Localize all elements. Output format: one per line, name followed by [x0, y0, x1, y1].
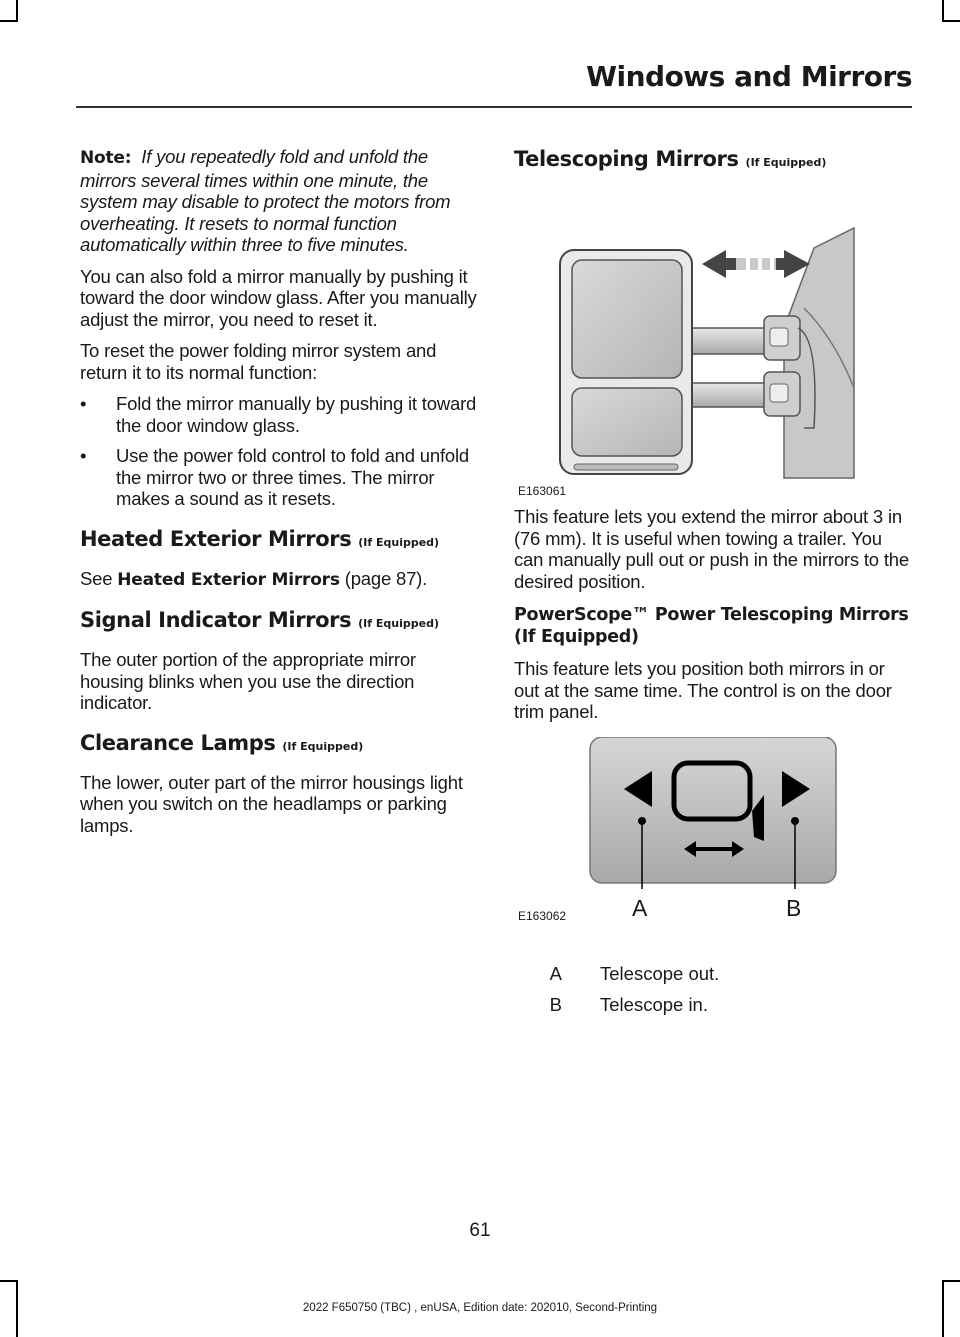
figure-code: E163062: [518, 908, 567, 923]
bullet-glyph: •: [80, 393, 87, 414]
manual-fold-paragraph: You can also fold a mirror manually by pushing it toward the door window glass. After you manually adjust the mirror, you need to reset it.: [80, 265, 477, 330]
crop-mark-top-right-h: [942, 20, 960, 22]
heated-see-reference: See Heated Exterior Mirrors (page 87).: [80, 567, 428, 590]
legend-key: B: [549, 993, 562, 1015]
telescoping-paragraph: This feature lets you extend the mirror about 3 in (76 mm). It is useful when towing a trailer. You can manually pull out or push in the mirrors to the desired position.: [514, 506, 909, 592]
clearance-paragraph: The lower, outer part of the mirror housings light when you switch on the headlamps or parking lamps.: [80, 771, 463, 836]
callout-a: A: [632, 894, 648, 921]
callout-legend: [514, 963, 912, 1016]
powerscope-switch-illustration: [514, 737, 912, 945]
reset-intro-paragraph: To reset the power folding mirror system and return it to its normal function:: [80, 340, 437, 383]
signal-paragraph: The outer portion of the appropriate mirror housing blinks when you use the direction indicator.: [80, 649, 416, 713]
telescoping-mirrors-heading: Telescoping Mirrors (If Equipped): [514, 147, 827, 171]
powerscope-heading: PowerScope™ Power Telescoping Mirrors (If Equipped): [514, 605, 909, 647]
legend-row: [514, 994, 912, 1016]
if-equipped-label: (If Equipped): [358, 535, 440, 549]
list-item: • Use the power fold control to fold and unfold the mirror two or three times. The mirror makes a sound as it resets.: [80, 445, 470, 509]
list-item: • Fold the mirror manually by pushing it toward the door window glass.: [80, 393, 477, 436]
bullet-glyph: •: [80, 445, 87, 466]
figure-code: E163061: [518, 484, 567, 498]
page-number: 61: [469, 1220, 491, 1241]
crop-mark-bottom-right-h: [942, 1280, 960, 1282]
cross-reference-link[interactable]: Heated Exterior Mirrors: [117, 569, 340, 590]
powerscope-paragraph: This feature lets you position both mirrors in or out at the same time. The control is on the door trim panel.: [514, 658, 892, 722]
right-column: [514, 146, 912, 1025]
powerscope-control-figure: [514, 737, 912, 945]
if-equipped-label: (If Equipped): [282, 739, 364, 753]
legend-row: [514, 963, 912, 985]
crop-mark-top-left-v: [16, 0, 18, 22]
page-title: Windows and Mirrors: [586, 60, 912, 93]
telescoping-mirror-figure: [514, 188, 912, 498]
note-text: If you repeatedly fold and unfold the mirrors several times within one minute, the system may disable to protect the motors from overheating. It resets to normal function automatically within three to five minutes.: [80, 146, 451, 255]
heated-mirrors-heading: Heated Exterior Mirrors (If Equipped): [80, 526, 440, 551]
reset-steps-list: [80, 393, 478, 510]
header-divider: [76, 106, 912, 108]
clearance-lamps-heading: Clearance Lamps (If Equipped): [80, 730, 364, 755]
legend-text: Telescope out.: [600, 962, 720, 984]
edition-footer: 2022 F650750 (TBC) , enUSA, Edition date: 202010, Second-Printing: [302, 1302, 658, 1314]
if-equipped-label: (If Equipped): [358, 617, 439, 630]
callout-b: B: [786, 894, 802, 921]
crop-mark-top-right-v: [942, 0, 944, 22]
left-column: [80, 146, 478, 846]
legend-key: A: [549, 962, 562, 984]
note-paragraph: [80, 146, 478, 256]
if-equipped-label: (If Equipped): [745, 156, 827, 169]
signal-mirrors-heading: Signal Indicator Mirrors (If Equipped): [80, 608, 439, 632]
legend-text: Telescope in.: [600, 993, 708, 1015]
telescoping-mirror-illustration: [514, 188, 912, 480]
note-label: Note:: [80, 148, 132, 168]
crop-mark-top-left-h: [0, 20, 18, 22]
crop-mark-bottom-left-h: [0, 1280, 18, 1282]
